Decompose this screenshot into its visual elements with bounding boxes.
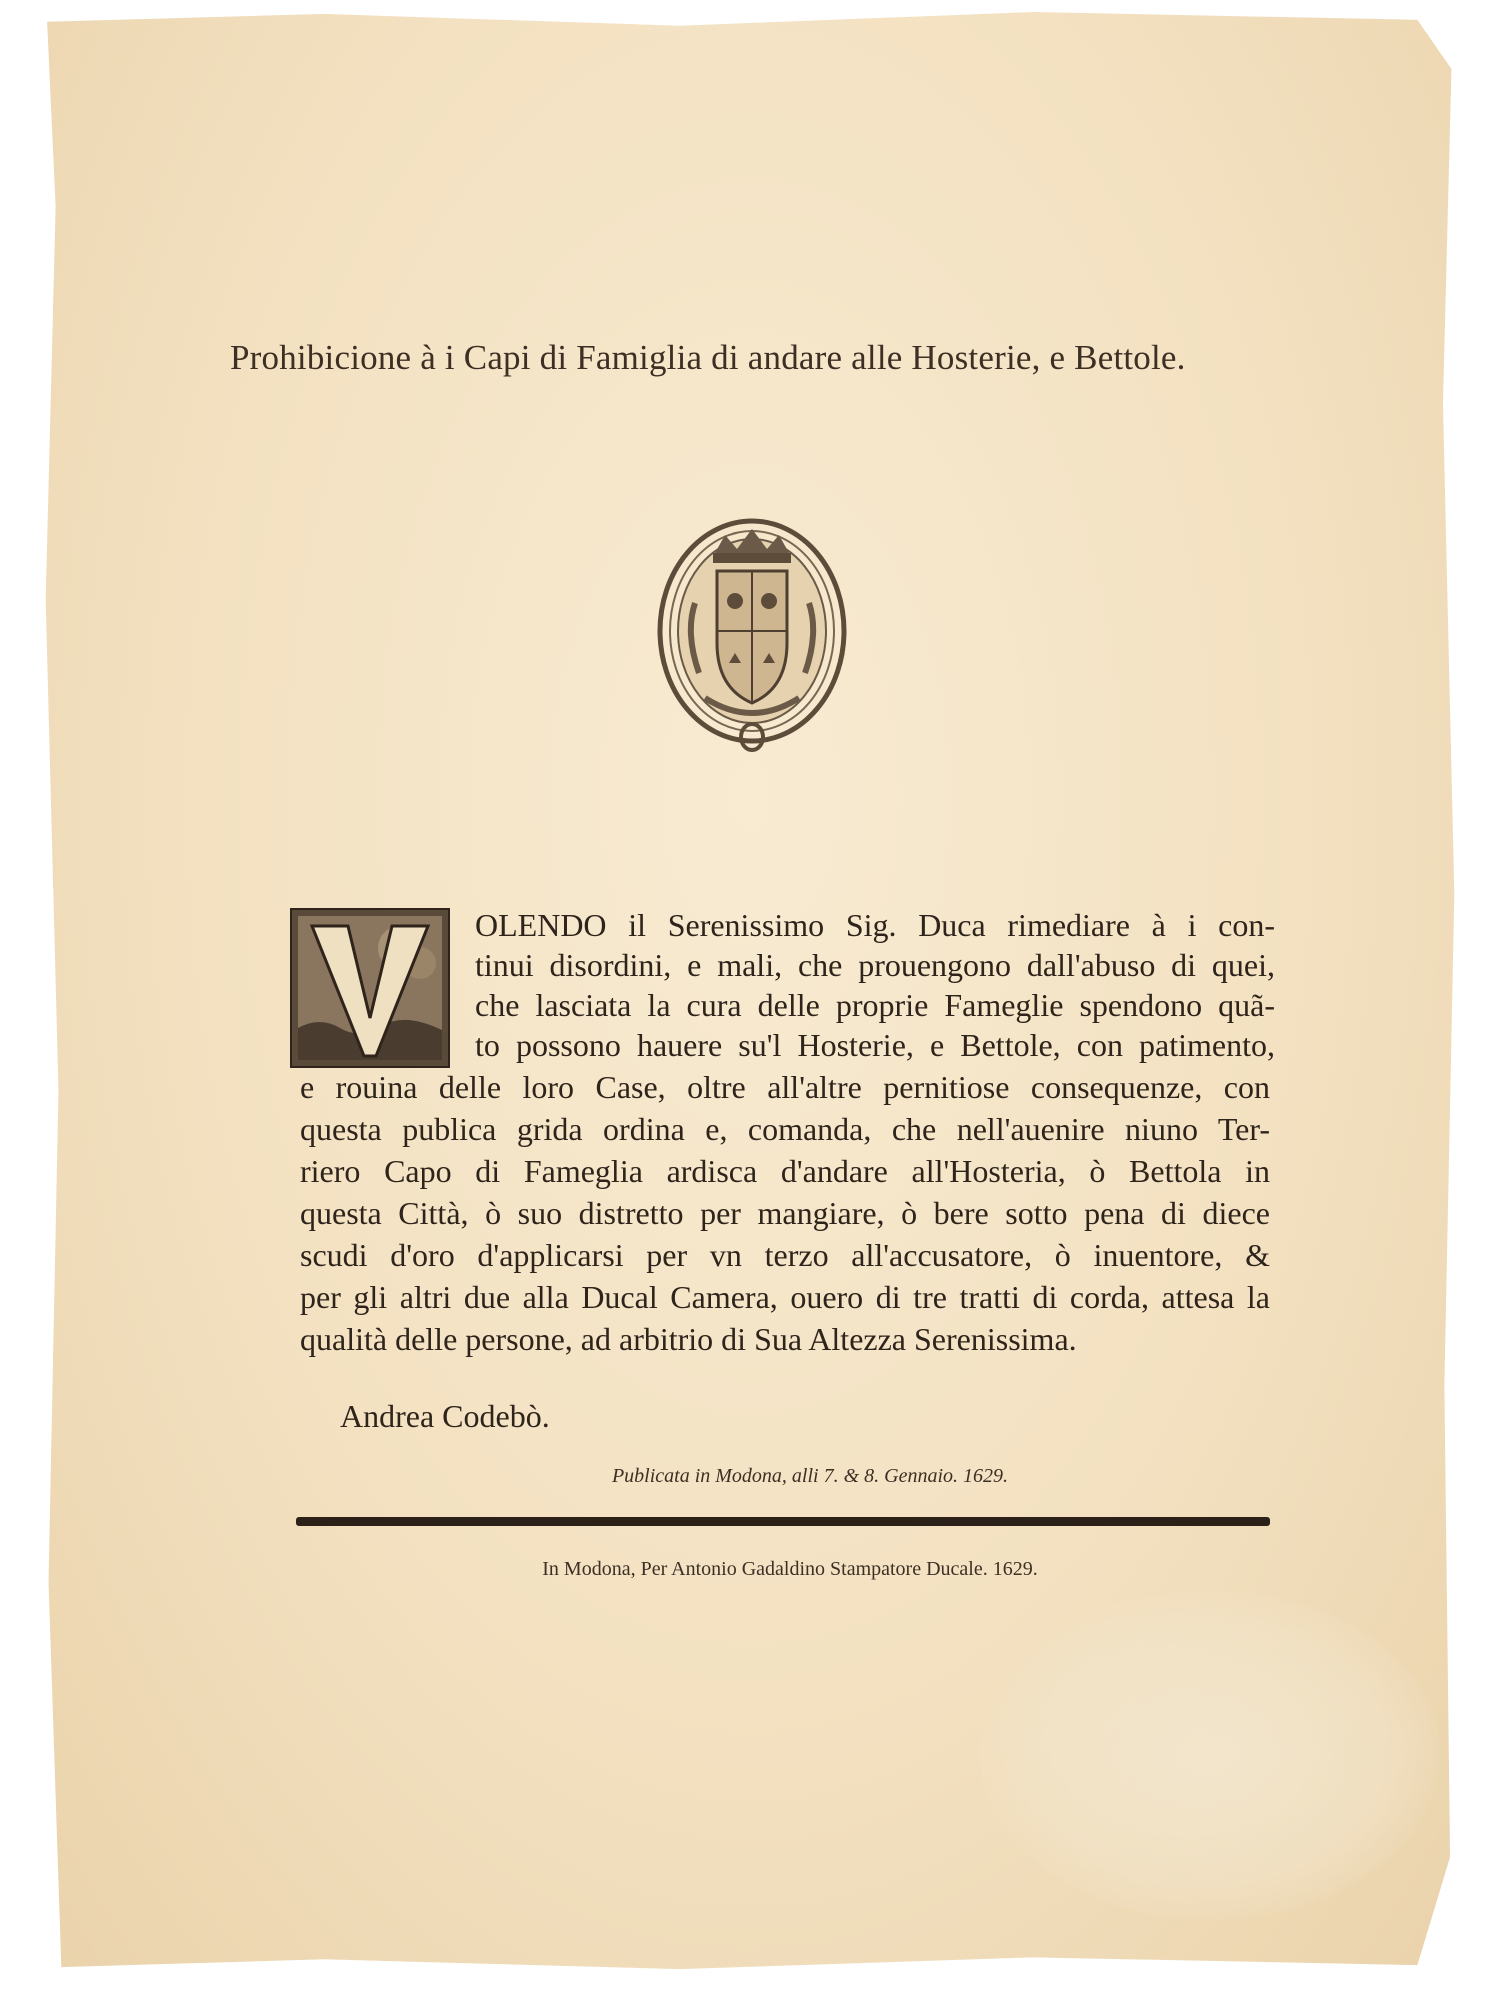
body-line-1: OLENDO il Serenissimo Sig. Duca rimediare à i con- bbox=[475, 907, 1275, 943]
body-line-6: questa publica grida ordina e, comanda, che nell'auenire niuno Ter- bbox=[300, 1111, 1270, 1147]
body-line-10: per gli altri due alla Ducal Camera, ouero di tre tratti di corda, attesa la bbox=[300, 1279, 1270, 1315]
body-line-3: che lasciata la cura delle proprie Fameglie spendono quã- bbox=[475, 987, 1275, 1023]
divider-rule bbox=[296, 1517, 1270, 1526]
decorated-initial-v-icon bbox=[290, 908, 450, 1068]
body-line-11: qualità delle persone, ad arbitrio di Sua Altezza Serenissima. bbox=[300, 1321, 1077, 1357]
printer-imprint: In Modona, Per Antonio Gadaldino Stampatore Ducale. 1629. bbox=[542, 1558, 1038, 1580]
body-line-5: e rouina delle loro Case, oltre all'altre pernitiose consequenze, con bbox=[300, 1069, 1270, 1105]
body-line-8: questa Città, ò suo distretto per mangiare, ò bere sotto pena di diece bbox=[300, 1195, 1270, 1231]
body-line-4: to possono hauere su'l Hosterie, e Bettole, con patimento, bbox=[475, 1027, 1275, 1063]
publication-note: Publicata in Modona, alli 7. & 8. Gennaio. 1629. bbox=[611, 1465, 1009, 1487]
coat-of-arms-seal-icon bbox=[655, 513, 850, 763]
body-line-7: riero Capo di Fameglia ardisca d'andare all'Hosteria, ò Bettola in bbox=[300, 1153, 1270, 1189]
signature: Andrea Codebò. bbox=[340, 1398, 550, 1434]
body-line-2: tinui disordini, e mali, che prouengono dall'abuso di quei, bbox=[475, 947, 1275, 983]
edict-title: Prohibicione à i Capi di Famiglia di andare alle Hosterie, e Bettole. bbox=[230, 338, 1186, 377]
body-line-9: scudi d'oro d'applicarsi per vn terzo all'accusatore, ò inuentore, & bbox=[300, 1237, 1270, 1273]
